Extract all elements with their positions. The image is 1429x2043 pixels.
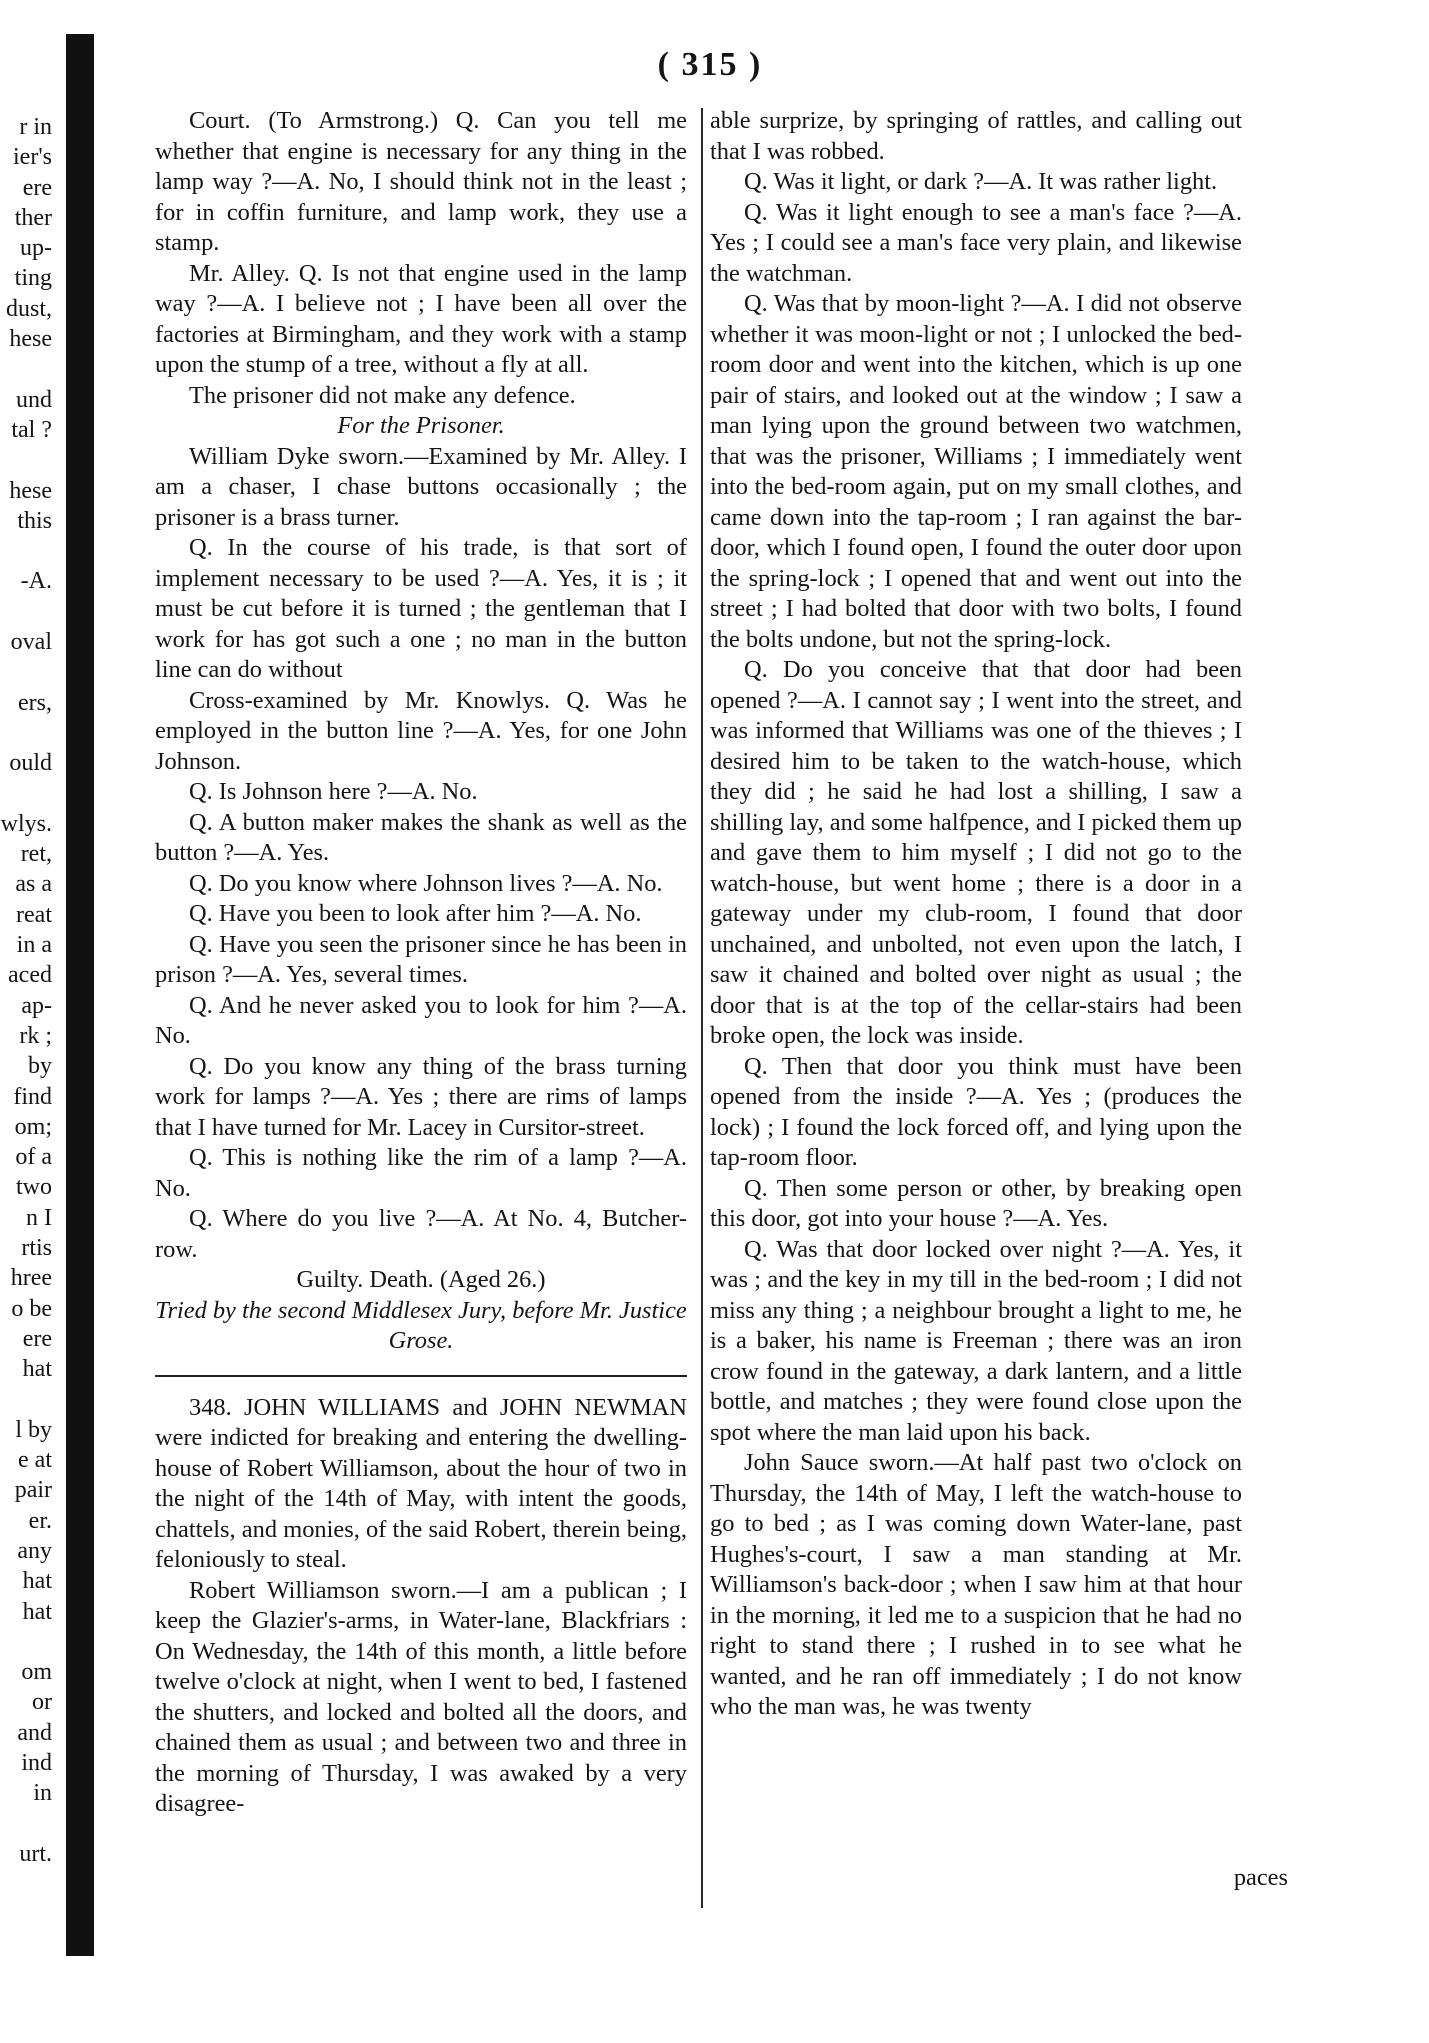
margin-fragment: hese bbox=[9, 326, 52, 353]
margin-fragment: ere bbox=[22, 174, 52, 201]
paragraph: For the Prisoner. bbox=[337, 412, 505, 439]
margin-fragment: ers, bbox=[18, 689, 52, 716]
margin-fragment bbox=[0, 536, 52, 566]
paragraph: Robert Williamson sworn.—I am a publican ; I keep the Glazier's-arms, in Water-lane, Blackfriars : On Wednesday, the 14th of this month, a little before twelve o'clock at night, when I went to bed, I fastened the shutters, and locked and bolted all the doors, and chained them as usual ; and between two and three in the morning of Thursday, I was awaked by a very disagree- bbox=[155, 1576, 687, 1817]
margin-fragment: n I bbox=[26, 1204, 52, 1231]
margin-fragment: r in bbox=[19, 114, 52, 140]
margin-fragment: ther bbox=[14, 204, 52, 231]
margin-fragment: om; bbox=[14, 1113, 52, 1140]
margin-fragment: this bbox=[17, 507, 52, 534]
paragraph: Q. And he never asked you to look for him ?—A. No. bbox=[155, 991, 687, 1049]
paragraph: William Dyke sworn.—Examined by Mr. Alley. I am a chaser, I chase buttons occasionally ; the prisoner is a brass turner. bbox=[155, 442, 687, 531]
margin-fragment: any bbox=[17, 1537, 52, 1564]
margin-fragment bbox=[0, 445, 52, 475]
margin-fragment: and bbox=[17, 1719, 52, 1746]
margin-fragment: om bbox=[21, 1659, 52, 1686]
paragraph: Q. Was that door locked over night ?—A. Yes, it was ; and the key in my till in the bed-room ; I did not miss any thing ; a neighbour brought a light to me, he is a baker, his name is Freeman ; there was an iron crow found in the gateway, a dark lantern, and a little bottle, and matches ; they were found close upon the spot where the man laid upon his back. bbox=[710, 1235, 1242, 1446]
margin-fragment bbox=[0, 1384, 52, 1414]
margin-fragment: two bbox=[16, 1174, 52, 1201]
margin-fragment: hat bbox=[22, 1598, 52, 1625]
margin-fragment: urt. bbox=[19, 1840, 52, 1867]
margin-fragment: hat bbox=[22, 1356, 52, 1383]
margin-fragment bbox=[0, 597, 52, 627]
left-column bbox=[155, 106, 687, 1820]
paragraph: Mr. Alley. Q. Is not that engine used in the lamp way ?—A. I believe not ; I have been all over the factories at Birmingham, and they work with a stamp upon the stump of a tree, without a fly at all. bbox=[155, 259, 687, 378]
margin-fragment: ould bbox=[9, 750, 52, 777]
paragraph: Q. Was it light enough to see a man's face ?—A. Yes ; I could see a man's face very plain, and likewise the watchman. bbox=[710, 198, 1242, 287]
paragraph: John Sauce sworn.—At half past two o'clock on Thursday, the 14th of May, I left the watch-house to go to bed ; as I was coming down Water-lane, past Hughes's-court, I saw a man standing at Mr. Williamson's back-door ; when I saw him at that hour in the morning, it led me to a suspicion that he had no right to stand there ; I rushed in to see what he wanted, and he ran off immediately ; I do not know who the man was, he was twenty bbox=[710, 1449, 1242, 1720]
paragraph: Court. (To Armstrong.) Q. Can you tell me whether that engine is necessary for any thing in the lamp way ?—A. No, I should think not in the least ; for in coffin furniture, and lamp work, they use a stamp. bbox=[155, 107, 687, 256]
paragraph: Q. Have you been to look after him ?—A. No. bbox=[189, 900, 642, 927]
margin-fragment: ting bbox=[14, 265, 52, 292]
margin-fragment: rk ; bbox=[19, 1022, 52, 1049]
margin-fragment bbox=[0, 354, 52, 384]
paragraph: Q. This is nothing like the rim of a lamp ?—A. No. bbox=[155, 1144, 687, 1202]
book-spine-shadow bbox=[66, 34, 94, 1956]
margin-fragment: rtis bbox=[21, 1234, 52, 1261]
margin-fragment bbox=[0, 718, 52, 748]
margin-fragment: ap- bbox=[21, 992, 52, 1019]
margin-fragment: by bbox=[28, 1053, 52, 1080]
margin-fragment: e at bbox=[18, 1447, 52, 1474]
margin-fragment: up- bbox=[20, 235, 52, 262]
margin-fragment: hese bbox=[9, 477, 52, 504]
margin-fragment: oval bbox=[10, 629, 52, 656]
paragraph: Tried by the second Middlesex Jury, before Mr. Justice Grose. bbox=[155, 1296, 687, 1354]
margin-fragment: in bbox=[33, 1780, 52, 1807]
margin-fragment bbox=[0, 1627, 52, 1657]
margin-fragment: er. bbox=[28, 1507, 52, 1534]
paragraph: Q. Then some person or other, by breaking open this door, got into your house ?—A. Yes. bbox=[710, 1174, 1242, 1232]
margin-fragment: ind bbox=[21, 1750, 52, 1777]
margin-fragment: l by bbox=[15, 1416, 52, 1443]
margin-fragment: as a bbox=[15, 871, 52, 898]
margin-fragment: ere bbox=[22, 1325, 52, 1352]
paragraph: Q. Was that by moon-light ?—A. I did not observe whether it was moon-light or not ; I unlocked the bed-room door and went into the kitchen, which is up one pair of stairs, and looked out at the window ; I saw a man lying upon the ground between two watchmen, that was the prisoner, Williams ; I immediately went into the bed-room again, put on my small clothes, and came down into the tap-room ; I ran against the bar-door, which I found open, I found the outer door upon the spring-lock ; I opened that and went out into the street ; I had bolted that door with two bolts, I found the bolts undone, but not the spring-lock. bbox=[710, 290, 1242, 653]
margin-fragment: reat bbox=[16, 901, 52, 928]
catchword: paces bbox=[1233, 1864, 1288, 1891]
paragraph: Q. In the course of his trade, is that sort of implement necessary to be used ?—A. Yes, it is ; it must be cut before it is turned ; the gentleman that I work for has got such a one ; no man in the button line can do without bbox=[155, 534, 687, 683]
facing-page-fragments bbox=[0, 112, 52, 1869]
column-divider bbox=[701, 108, 703, 1908]
paragraph: 348. JOHN WILLIAMS and JOHN NEWMAN were indicted for breaking and entering the dwelling-house of Robert Williamson, about the hour of two in the night of the 14th of May, with intent the goods, chattels, and monies, of the said Robert, therein being, feloniously to steal. bbox=[155, 1393, 687, 1573]
paragraph: Guilty. Death. (Aged 26.) bbox=[296, 1266, 546, 1293]
paragraph: Q. Do you know any thing of the brass turning work for lamps ?—A. Yes ; there are rims of lamps that I have turned for Mr. Lacey in Cursitor-street. bbox=[155, 1052, 687, 1141]
paragraph: Q. Have you seen the prisoner since he has been in prison ?—A. Yes, several times. bbox=[155, 930, 687, 988]
paragraph: Q. Do you conceive that that door had been opened ?—A. I cannot say ; I went into the street, and was informed that Williams was one of the thieves ; I desired him to be taken to the watch-house, which they did ; he said he had lost a shilling, I saw a shilling lay, and some halfpence, and I picked them up and gave them to him myself ; I did not go to the watch-house, but went home ; there is a door in a gateway under my club-room, I found that door unchained, and unbolted, not even upon the latch, I saw it chained and bolted over night as usual ; the door that is at the top of the cellar-stairs had been broke open, the lock was inside. bbox=[710, 656, 1242, 1049]
margin-fragment: dust, bbox=[5, 295, 52, 322]
margin-fragment: or bbox=[32, 1689, 52, 1716]
margin-fragment: ret, bbox=[20, 841, 52, 868]
margin-fragment: find bbox=[13, 1083, 52, 1110]
paragraph: Q. A button maker makes the shank as well as the button ?—A. Yes. bbox=[155, 808, 687, 866]
margin-fragment bbox=[0, 657, 52, 687]
paragraph: able surprize, by springing of rattles, and calling out that I was robbed. bbox=[710, 107, 1242, 165]
margin-fragment: o be bbox=[11, 1295, 52, 1322]
margin-fragment: und bbox=[16, 386, 52, 413]
margin-fragment: wlys. bbox=[0, 810, 52, 837]
margin-fragment: hree bbox=[10, 1265, 52, 1292]
section-rule bbox=[155, 1375, 687, 1377]
margin-fragment: hat bbox=[22, 1568, 52, 1595]
margin-fragment: aced bbox=[8, 962, 52, 989]
margin-fragment bbox=[0, 1809, 52, 1839]
paragraph: Q. Where do you live ?—A. At No. 4, Butcher-row. bbox=[155, 1205, 687, 1263]
paragraph: Q. Is Johnson here ?—A. No. bbox=[189, 778, 478, 805]
paragraph: Q. Then that door you think must have been opened from the inside ?—A. Yes ; (produces the lock) ; I found the lock forced off, and lying upon the tap-room floor. bbox=[710, 1052, 1242, 1171]
paragraph: Q. Do you know where Johnson lives ?—A. No. bbox=[189, 869, 663, 897]
margin-fragment: ier's bbox=[13, 144, 52, 171]
paragraph: The prisoner did not make any defence. bbox=[189, 381, 576, 409]
page-number: ( 315 ) bbox=[657, 46, 763, 83]
margin-fragment: pair bbox=[14, 1477, 52, 1504]
margin-fragment: of a bbox=[15, 1144, 52, 1171]
right-column bbox=[710, 106, 1242, 1723]
margin-fragment bbox=[0, 779, 52, 809]
margin-fragment: -A. bbox=[20, 568, 52, 595]
paragraph: Q. Was it light, or dark ?—A. It was rather light. bbox=[744, 168, 1218, 195]
paragraph: Cross-examined by Mr. Knowlys. Q. Was he employed in the button line ?—A. Yes, for one John Johnson. bbox=[155, 686, 687, 775]
margin-fragment: tal ? bbox=[11, 416, 52, 443]
margin-fragment: in a bbox=[16, 932, 52, 959]
